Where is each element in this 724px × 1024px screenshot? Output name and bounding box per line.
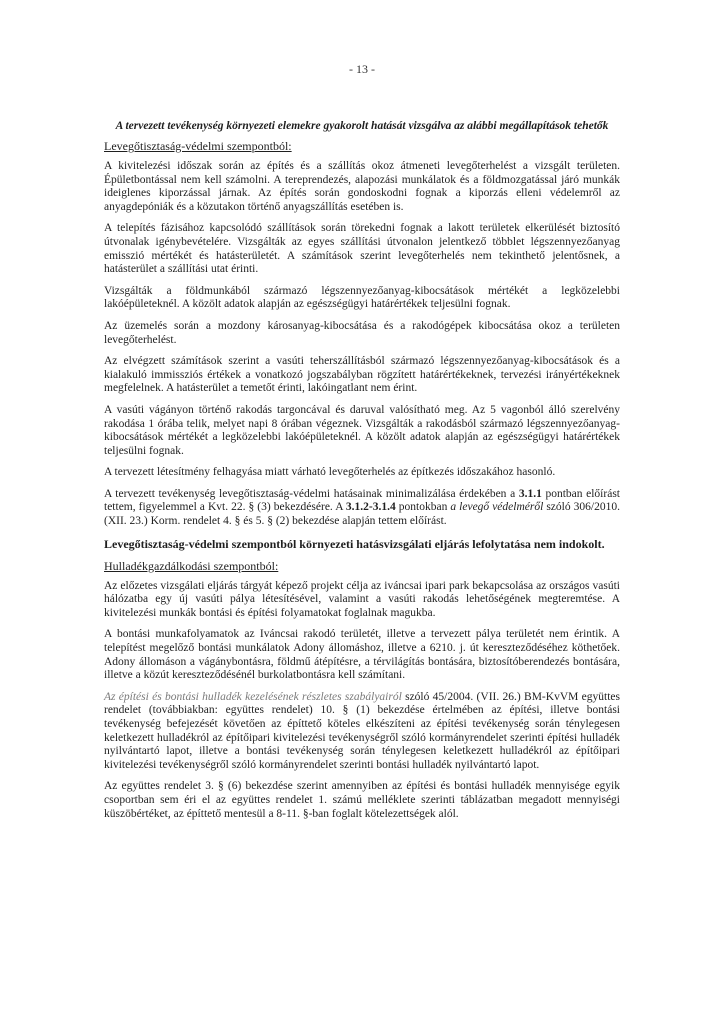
waste-paragraph-2: A bontási munkafolyamatok az Iváncsai rakodó területét, illetve a tervezett pálya területét nem érintik. A telepítést megelőző bontási munkálatok Adony állomáshoz, illetve a 6210. j. út kereszteződéséhez köthetőek. Adony állomáson a vágánybontásra, földmű átépítésre, a térvilágítás bontására, biztosítóberendezés bontására, illetve a közút kereszteződésénél burkolatbontásra kell számítani. (104, 628, 620, 682)
air-conclusion: Levegőtisztaság-védelmi szempontból környezeti hatásvizsgálati eljárás lefolytatása nem indokolt. (104, 536, 605, 551)
air-paragraph-6: A vasúti vágányon történő rakodás targoncával és daruval valósítható meg. Az 5 vagonból álló szerelvény rakodása 1 órába telik, melyet napi 8 órában végeznek. Vizsgálták a rakodásból származó légszennyezőanyag-kibocsátások mértékét a legközelebbi lakóépületeknél. A közölt adatok alapján az egészségügyi határértékek teljesülni fognak. (104, 403, 620, 457)
waste-p3-law-title: Az építési és bontási hulladék kezelésének részletes szabályairól (104, 690, 402, 703)
air-p8-ref-312-314: 3.1.2-3.1.4 (345, 501, 396, 514)
air-paragraph-1: A kivitelezési időszak során az építés és a szállítás okoz átmeneti levegőterhelést a vizsgált területen. Épületbontással nem kell számolni. A tereprendezés, alapozási munkálatok és a földmozgatással járó munkák ideiglenes kiporzással járnak. Az építés során gondoskodni fognak a kiporzás elleni védelemről az anyagdepóniák és a közutakon történő anyagszállítás esetében is. (104, 160, 620, 213)
waste-paragraph-3 (104, 691, 620, 773)
air-paragraph-2: A telepítés fázisához kapcsolódó szállítások során törekedni fognak a lakott területek elkerülését biztosító útvonalak igénybevételére. Vizsgálták az egyes szállítási útvonalon jelentkező többlet légszennyezőanyag emisszió mértékét és hatásterületét. A számítások szerint levegőterhelés nem tekinthető jelentősnek, a hatásterület a szállítási utat érinti. (104, 222, 620, 276)
air-paragraph-7: A tervezett létesítmény felhagyása miatt várható levegőterhelés az építkezés időszakához hasonló. (104, 466, 556, 479)
air-p8-text-c: pontban előírást tettem, figyelemmel a Kvt. 22. § (3) bekezdésére. A (104, 487, 620, 514)
page-number: - 13 - (349, 62, 375, 76)
air-paragraph-8 (104, 488, 620, 529)
air-paragraph-3: Vizsgálták a földmunkából származó légszennyezőanyag-kibocsátások mértékét a legközelebbi lakóépületeknél. A közölt adatok alapján az egészségügyi határértékek teljesülni fognak. (104, 284, 620, 311)
air-p8-law-title: a levegő védelméről (450, 501, 544, 514)
waste-p3-text: szóló 45/2004. (VII. 26.) BM-KvVM együttes rendelet (továbbiakban: együttes rendelet) 10. § (1) bekezdése értelmében az építési, illetve bontási tevékenység befejezését követően az építtető köteles elkészíteni az építési tevékenység során ténylegesen keletkezett hulladékról az építőipari kivitelezési tevékenységről szóló kormányrendelet szerinti építési hulladék nyilvántartó lapot, illetve a bontási tevékenység során ténylegesen keletkezett hulladékról az építőipari kivitelezési tevékenységről szóló kormányrendelet szerinti bontási hulladék nyilvántartó lapot. (104, 690, 620, 771)
section-heading: A tervezett tevékenység környezeti elemekre gyakorolt hatását vizsgálva az alábbi megállapítások tehetők (115, 120, 609, 132)
air-paragraph-5: Az elvégzett számítások szerint a vasúti teherszállításból származó légszennyezőanyag-kibocsátások és a kialakuló immissziós értékek a vonatkozó jogszabályban rögzített határértékeknek, tervezési irányértékeknek megfelelnek. A hatásterület a temetőt érinti, lakóingatlant nem érint. (104, 355, 620, 395)
document-page (104, 62, 620, 829)
waste-paragraph-4: Az együttes rendelet 3. § (6) bekezdése szerint amennyiben az építési és bontási hulladék mennyisége egyik csoportban sem éri el az együttes rendelet 1. számú melléklete szerinti táblázatban megadott mennyiségi küszöbértéket, az építtető mentesül a 8-11. §-ban foglalt kötelezettségek alól. (104, 780, 620, 820)
air-paragraph-4: Az üzemelés során a mozdony károsanyag-kibocsátása és a rakodógépek kibocsátása okoz a területen levegőterhelést. (104, 319, 620, 346)
waste-subhead: Hulladékgazdálkodási szempontból: (104, 558, 279, 573)
air-subhead: Levegőtisztaság-védelmi szempontból: (104, 139, 292, 153)
waste-paragraph-1: Az előzetes vizsgálati eljárás tárgyát képező projekt célja az iváncsai ipari park bekapcsolása az országos vasúti hálózatba egy új vasúti pálya létesítésével, valamint a vasúti rakodás lehetőségének megteremtése. A kivitelezési munkák bontási és építési folyamatokat foglalnak magukba. (104, 579, 620, 619)
air-p8-text-g: szóló 306/2010. (XII. 23.) Korm. rendelet 4. § és 5. § (2) bekezdése alapján tettem előírást. (104, 501, 620, 528)
air-p8-text-e: pontokban (395, 501, 451, 514)
air-p8-ref-311: 3.1.1 (518, 487, 542, 500)
air-p8-text-a: A tervezett tevékenység levegőtisztaság-védelmi hatásainak minimalizálása érdekében a (104, 487, 519, 500)
